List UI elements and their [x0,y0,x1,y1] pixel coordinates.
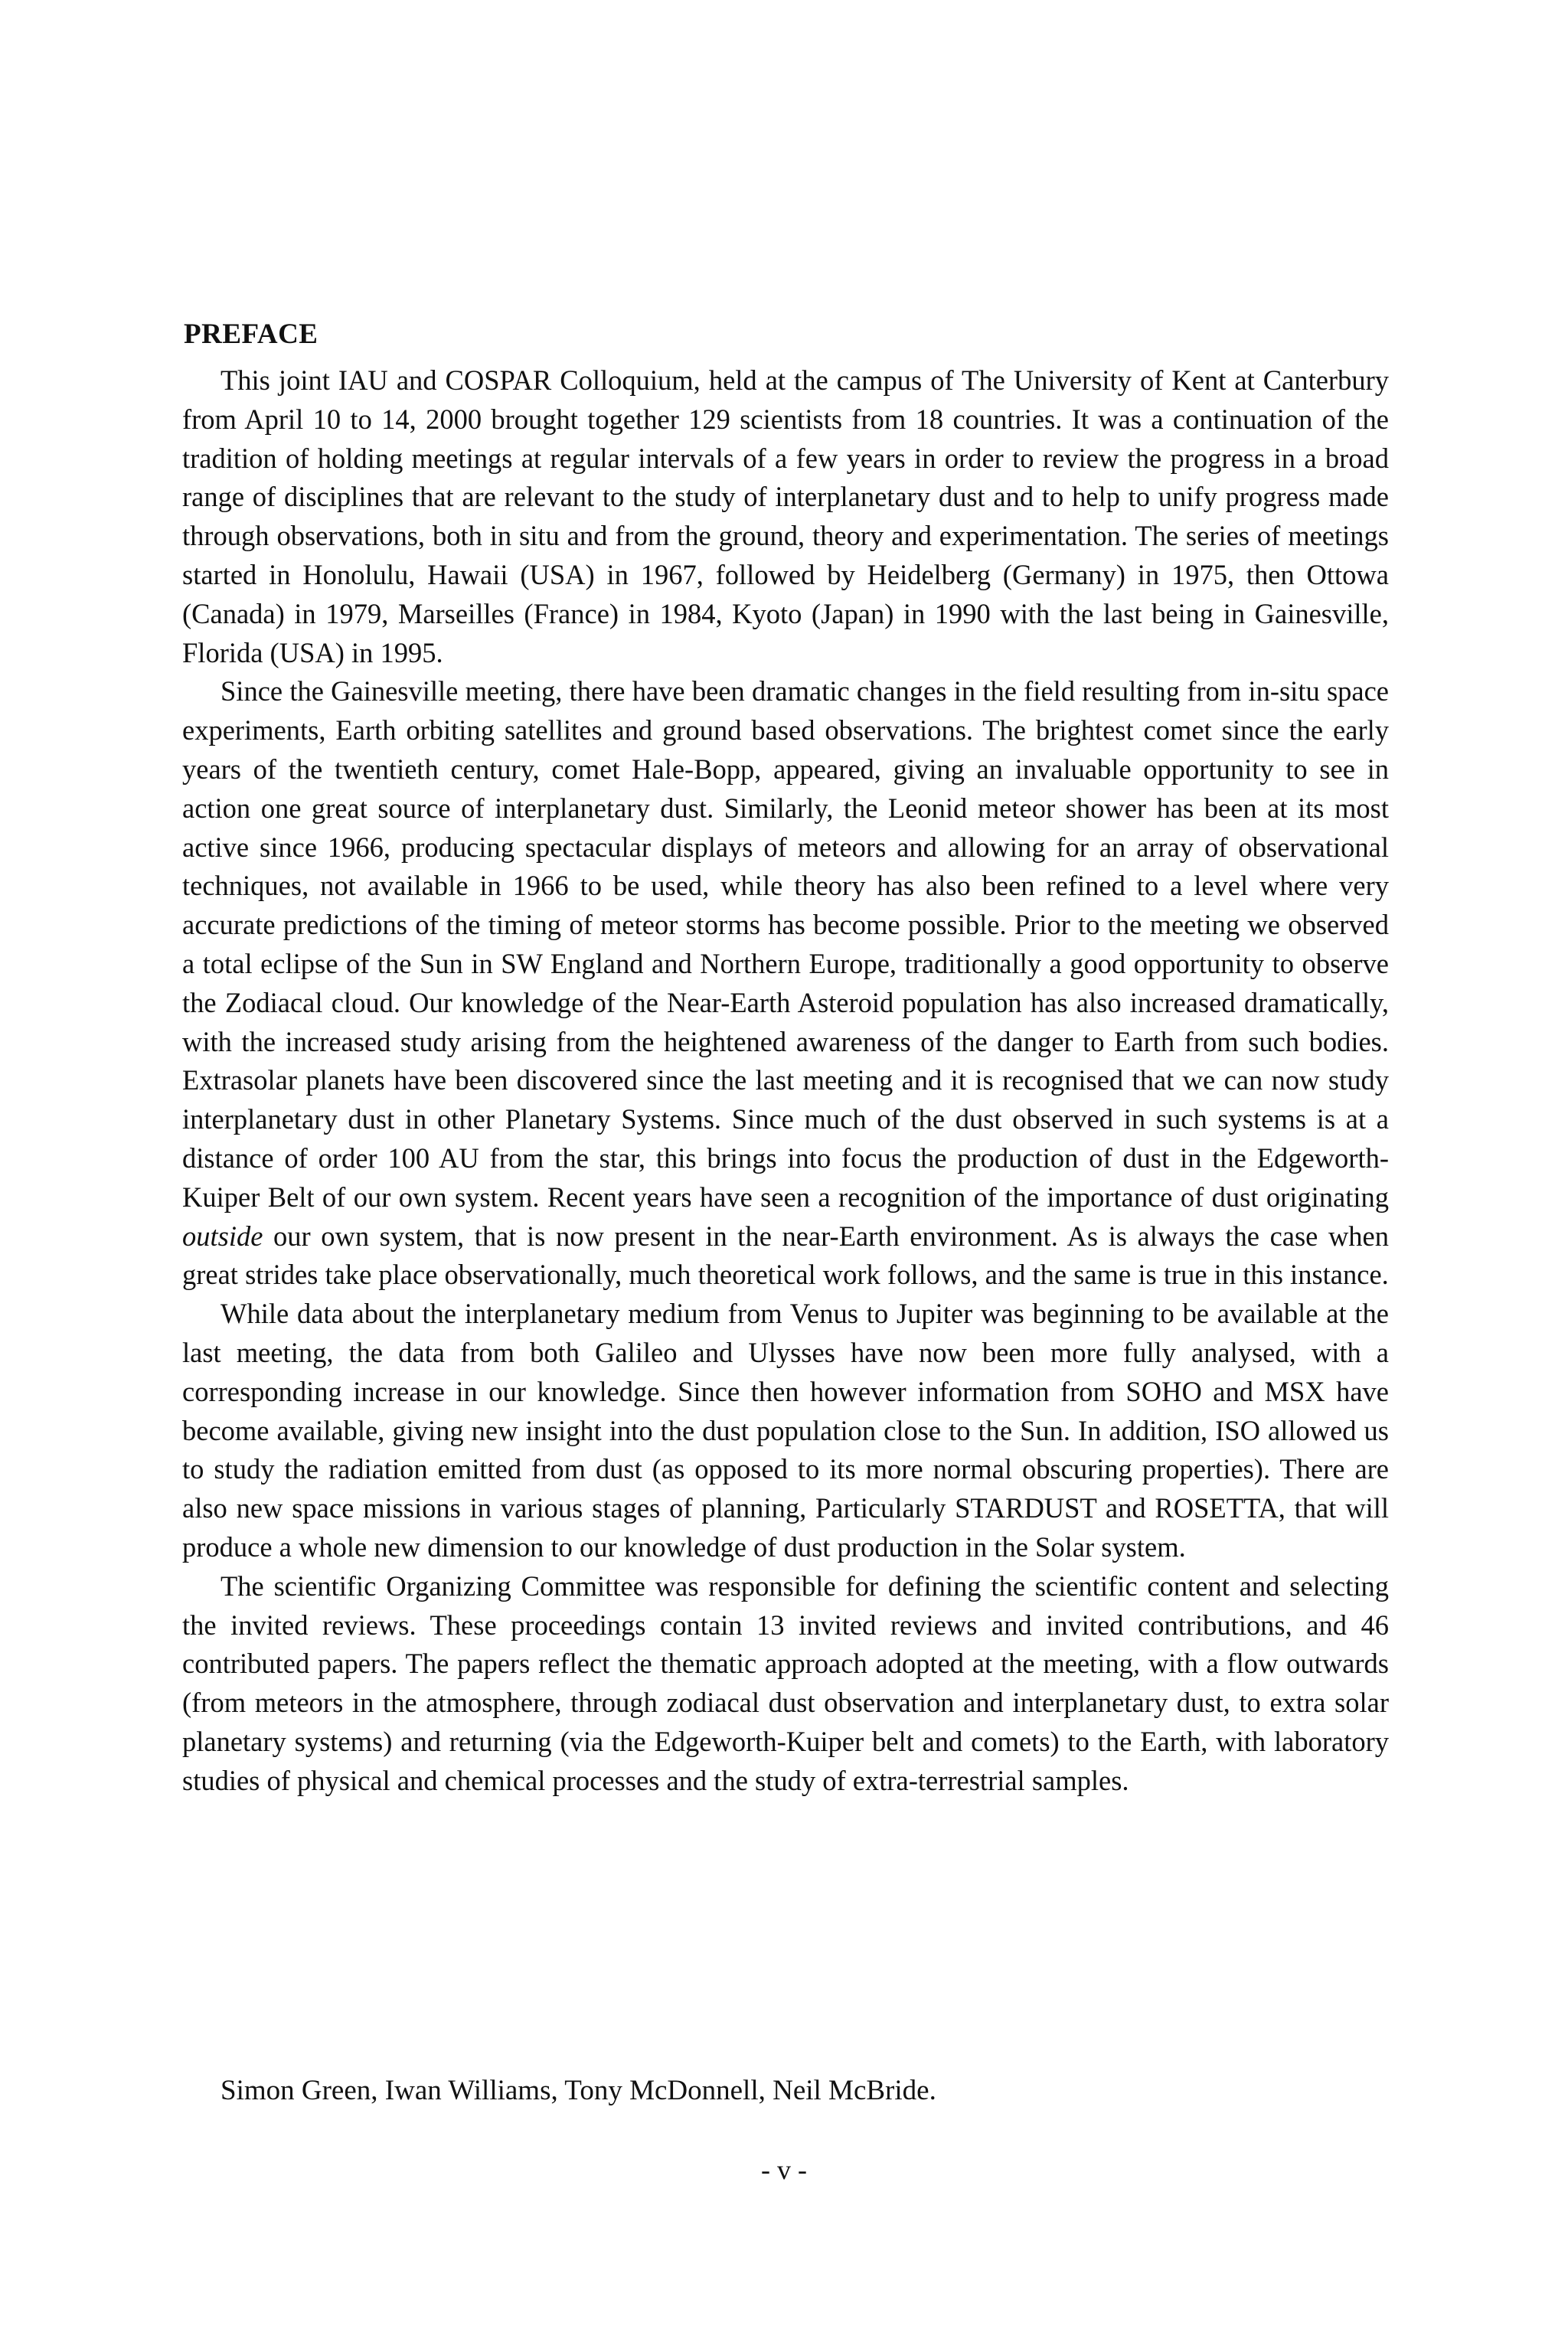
editors-signature: Simon Green, Iwan Williams, Tony McDonnell, Neil McBride. [220,2075,936,2106]
page-number: - v - [761,2154,807,2185]
page-title: PREFACE [184,318,318,350]
paragraph-colloquium-history: This joint IAU and COSPAR Colloquium, held at the campus of The University of Kent at Canterbury from April 10 to 14, 2000 brought together 129 scientists from 18 countries. It was a continuation of the tradition of holding meetings at regular intervals of a few years in order to review the progress in a broad range of disciplines that are relevant to the study of interplanetary dust and to help to unify progress made through observations, both in situ and from the ground, theory and experimentation. The series of meetings started in Honolulu, Hawaii (USA) in 1967, followed by Heidelberg (Germany) in 1975, then Ottowa (Canada) in 1979, Marseilles (France) in 1984, Kyoto (Japan) in 1990 with the last being in Gainesville, Florida (USA) in 1995. [182,364,1389,668]
paragraph-text: our own system, that is now present in the near-Earth environment. As is always the case when great strides take place observationally, much theoretical work follows, and the same is true in this instance. [182,1220,1390,1291]
paragraph-proceedings-contents: The scientific Organizing Committee was responsible for defining the scientific content and selecting the invited reviews. These proceedings contain 13 invited reviews and invited contributions, and 46 contributed papers. The papers reflect the thematic approach adopted at the meeting, with a flow outwards (from meteors in the atmosphere, through zodiacal dust observation and interplanetary dust, to extra solar planetary systems) and returning (via the Edgeworth-Kuiper belt and comets) to the Earth, with laboratory studies of physical and chemical processes and the study of extra-terrestrial samples. [182,1570,1389,1796]
paragraph-recent-developments [182,672,1389,1295]
preface-body [182,361,1389,1800]
emphasized-word: outside [182,1220,263,1252]
paragraph-text: Since the Gainesville meeting, there have been dramatic changes in the field resulting from in-situ space experiments, Earth orbiting satellites and ground based observations. The brightest comet since the early years of the twentieth century, comet Hale-Bopp, appeared, giving an invaluable opportunity to see in action one great source of interplanetary dust. Similarly, the Leonid meteor shower has been at its most active since 1966, producing spectacular displays of meteors and allowing for an array of observational techniques, not available in 1966 to be used, while theory has also been refined to a level where very accurate predictions of the timing of meteor storms has become possible. Prior to the meeting we observed a total eclipse of the Sun in SW England and Northern Europe, traditionally a good opportunity to observe the Zodiacal cloud. Our knowledge of the Near-Earth Asteroid population has also increased dramatically, with the increased study arising from the heightened awareness of the danger to Earth from such bodies. Extrasolar planets have been discovered since the last meeting and it is recognised that we can now study interplanetary dust in other Planetary Systems. Since much of the dust observed in such systems is at a distance of order 100 AU from the star, this brings into focus the production of dust in the Edgeworth-Kuiper Belt of our own system. Recent years have seen a recognition of the importance of dust originating [182,675,1389,1213]
paragraph-space-missions: While data about the interplanetary medium from Venus to Jupiter was beginning to be available at the last meeting, the data from both Galileo and Ulysses have now been more fully analysed, with a corresponding increase in our knowledge. Since then however information from SOHO and MSX have become available, giving new insight into the dust population close to the Sun. In addition, ISO allowed us to study the radiation emitted from dust (as opposed to its more normal obscuring properties). There are also new space missions in various stages of planning, Particularly STARDUST and ROSETTA, that will produce a whole new dimension to our knowledge of dust production in the Solar system. [182,1298,1389,1563]
